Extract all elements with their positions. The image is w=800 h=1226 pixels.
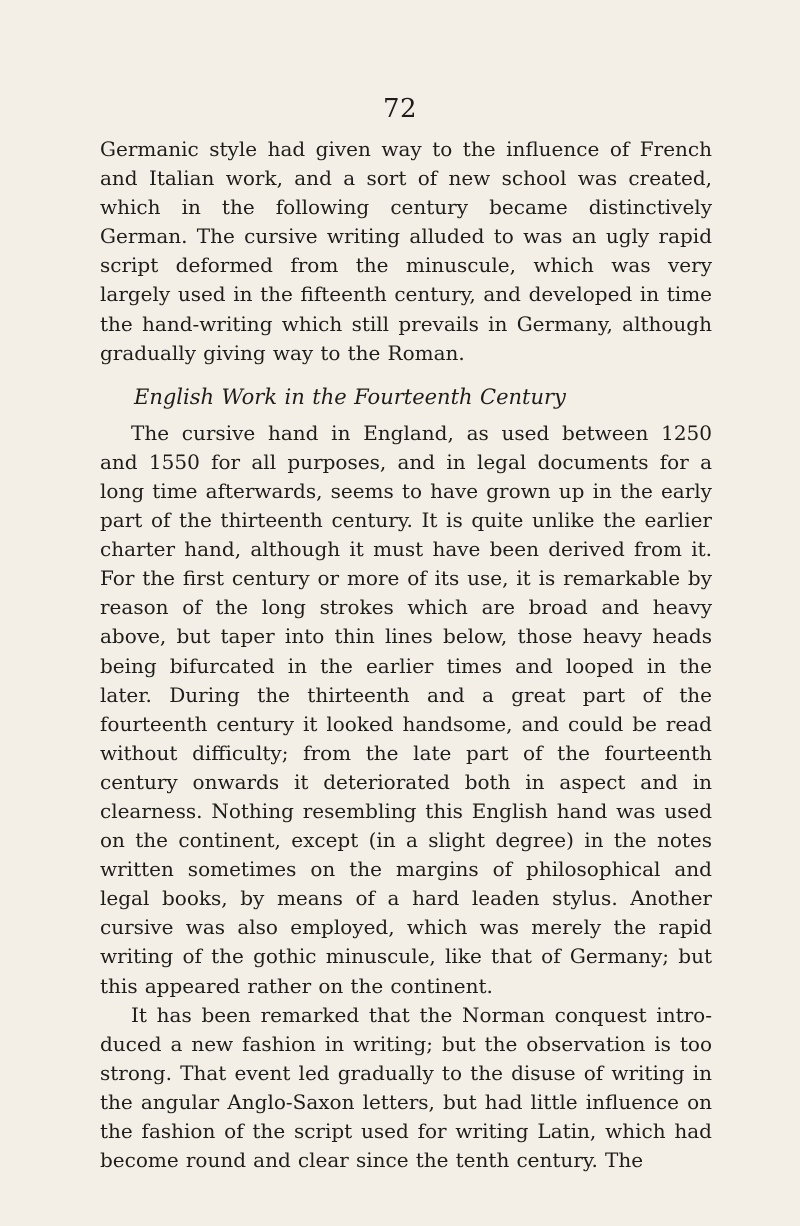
body-text: [100, 135, 712, 1175]
page-number: 72: [382, 94, 418, 124]
paragraph-continued: Germanic style had given way to the influence of French and Italian work, and a sort of new school was created, which in the following century became distinctively German. The cursive writing alluded to was an ugly rapid script deformed from the minuscule, which was very largely used in the fifteenth century, and developed in time the hand-writing which still prevails in Germany, although gradually giving way to the Roman.: [100, 137, 712, 365]
paragraph: The cursive hand in England, as used between 1250 and 1550 for all purposes, and in legal documents for a long time afterwards, seems to have grown up in the early part of the thirteenth century. It is quite unlike the earlier charter hand, although it must have been derived from it. For the first century or more of its use, it is remarkable by reason of the long strokes which are broad and heavy above, but taper into thin lines below, those heavy heads being bifurcated in the earlier times and looped in the later. During the thirteenth and a great part of the fourteenth century it looked handsome, and could be read without difficulty; from the late part of the fourteenth century onwards it deteriorated both in aspect and in clearness. Nothing resembling this English hand was used on the continent, except (in a slight degree) in the notes written sometimes on the margins of philosophical and legal books, by means of a hard leaden stylus. Another cursive was also employed, which was merely the rapid writing of the gothic minuscule, like that of Germany; but this appeared rather on the continent.: [100, 420, 712, 998]
paragraph: It has been remarked that the Norman conquest intro-duced a new fashion in writing; but the observation is too strong. That event led gradually to the disuse of writing in the angular Anglo-Saxon letters, but had little influence on the fashion of the script used for writing Latin, which had become round and clear since the tenth century. The: [100, 1002, 712, 1173]
section-heading: English Work in the Fourteenth Century: [134, 384, 566, 409]
